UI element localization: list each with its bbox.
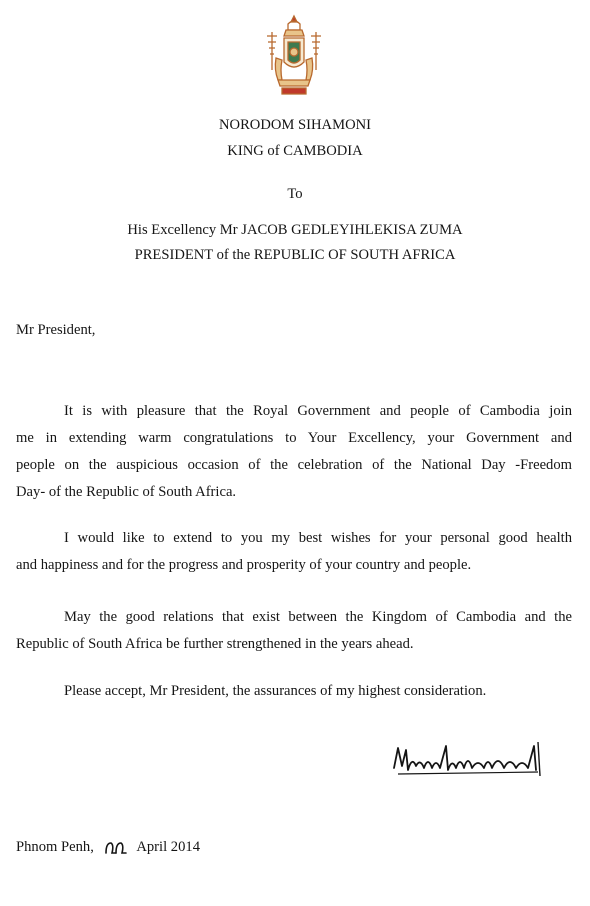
sender-title: KING of CAMBODIA (227, 143, 363, 159)
paragraph-closing (16, 678, 572, 705)
paragraph-line: me in extending warm congratulations to Your Excellency, your Government and (16, 430, 572, 446)
paragraph-line: I would like to extend to you my best wishes for your personal good health (64, 530, 572, 546)
handwritten-signature (388, 740, 548, 780)
paragraph-line: and happiness and for the progress and prosperity of your country and people. (16, 557, 472, 573)
paragraph-relations (16, 604, 572, 658)
place-and-date (16, 837, 200, 857)
paragraph-wishes (16, 525, 572, 579)
salutation: Mr President, (16, 322, 96, 338)
place: Phnom Penh, (16, 839, 94, 855)
to-label: To (287, 186, 303, 202)
paragraph-line: May the good relations that exist between the Kingdom of Cambodia and the (64, 609, 572, 625)
recipient-title: PRESIDENT of the REPUBLIC OF SOUTH AFRICA (134, 247, 456, 263)
paragraph-line: Please accept, Mr President, the assurances of my highest consideration. (64, 683, 487, 699)
handwritten-day (104, 837, 128, 857)
paragraph-line: people on the auspicious occasion of the celebration of the National Day -Freedom (16, 457, 572, 473)
sender-name: NORODOM SIHAMONI (218, 117, 372, 133)
paragraph-line: Republic of South Africa be further strengthened in the years ahead. (16, 636, 414, 652)
paragraph-line: Day- of the Republic of South Africa. (16, 484, 237, 500)
paragraph-congratulations (16, 398, 572, 506)
month-year: April 2014 (136, 839, 200, 855)
paragraph-line: It is with pleasure that the Royal Government and people of Cambodia join (64, 403, 572, 419)
recipient-name: His Excellency Mr JACOB GEDLEYIHLEKISA ZUMA (127, 222, 463, 238)
royal-crest-icon (262, 14, 326, 98)
